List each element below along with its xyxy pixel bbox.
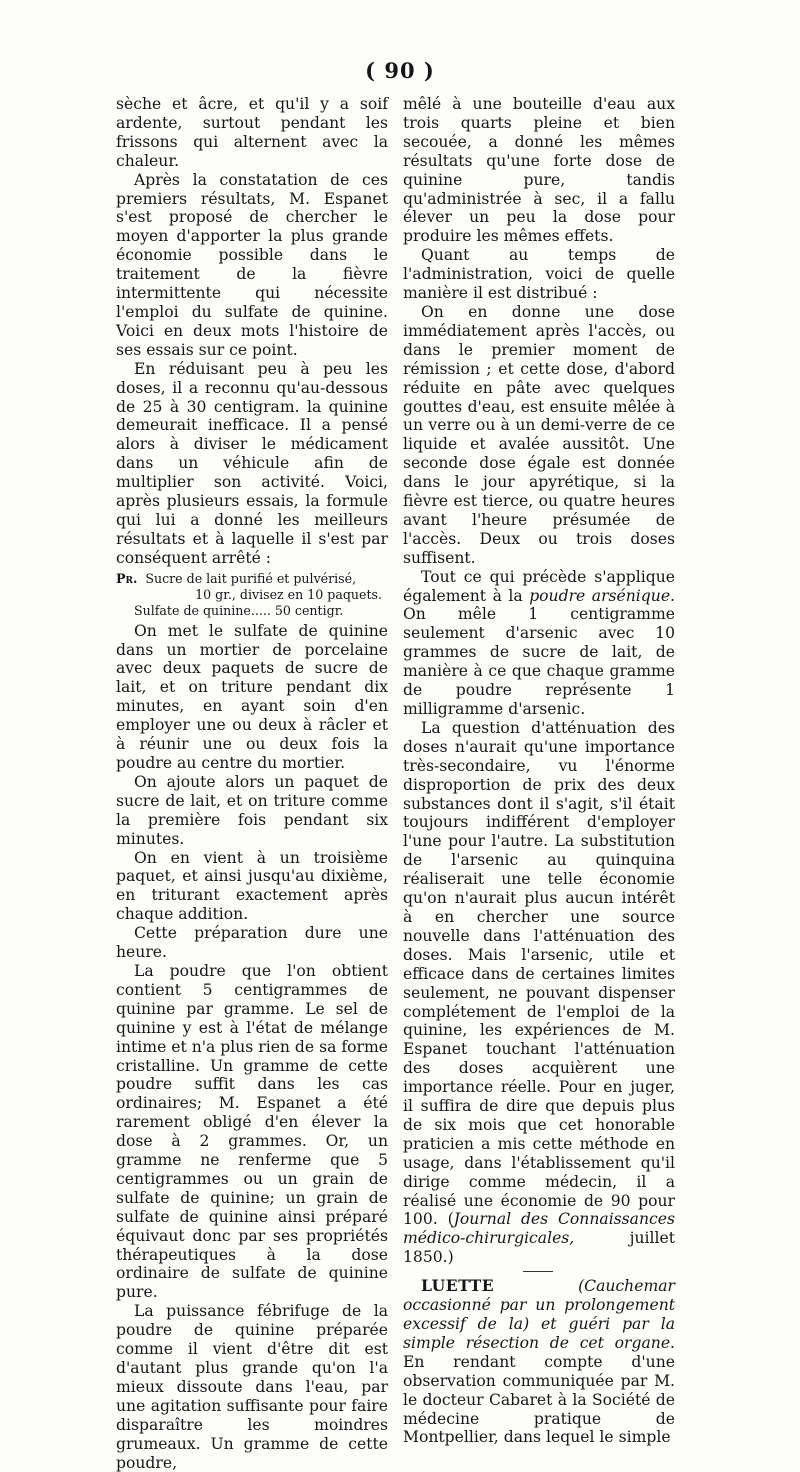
entry-headword: LUETTE <box>421 1276 495 1296</box>
text-run: La question d'atténuation des doses n'aurait qu'une importance très-secondaire, vu l'énorme disproportion de prix des deux substances dont il s'agit, s'il était toujours indifférent d'employer l'une pour l'autre. La substitution de l'arsenic au quinquina réaliserait une telle économie qu'on n'aurait plus aucun intérêt à en chercher une source nouvelle dans l'atténuation des doses. Mais l'arsenic, utile et efficace dans de certaines limites seulement, ne pouvant dispenser complétement de l'emploi de la quinine, les expériences de M. Espanet touchant l'atténuation des doses acquièrent une importance réelle. Pour en juger, il suffira de dire que depuis plus de six mois que cet honorable praticien a mis cette méthode en usage, dans l'établissement qu'il dirige comme médecin, il a réalisé une économie de 90 pour 100. <box>403 718 675 1229</box>
recipe-line <box>116 571 388 587</box>
citation-journal: Journal des Connaissances médico-chirurgicales, <box>403 1210 675 1248</box>
italic-term: poudre arsénique. <box>529 586 676 605</box>
right-column <box>403 95 675 1447</box>
paragraph <box>403 568 675 719</box>
recipe-label: Pr. <box>116 570 138 586</box>
paragraph <box>403 1277 675 1447</box>
paragraph: Quant au temps de l'administration, voici de quelle manière il est distribué : <box>403 246 675 303</box>
text-run: Tout ce qui précède s'applique également à la <box>403 567 675 605</box>
paragraph: La poudre que l'on obtient contient 5 centigrammes de quinine par gramme. Le sel de quinine y est à l'état de mélange intime et n'a plus rien de sa forme cristalline. Un gramme de cette poudre suffit dans les cas ordinaires; M. Espanet a été rarement obligé d'en élever la dose à 2 grammes. Or, un gramme ne renferme que 5 centigrammes ou un grain de sulfate de quinine; un grain de sulfate de quinine ainsi préparé équivaut donc par ses propriétés thérapeutiques à la dose ordinaire de sulfate de quinine pure. <box>116 961 388 1302</box>
citation-date: juillet 1850.) <box>403 1229 675 1267</box>
entry-subtitle: (Cauchemar occasionné par un prolongement excessif de la) et guéri par la simple résection de cet organe. <box>403 1277 675 1352</box>
recipe-line: Sulfate de quinine..... 50 centigr. <box>134 602 344 618</box>
paragraph: La puissance fébrifuge de la poudre de quinine préparée comme il vient d'être dit est d'autant plus grande qu'on l'a mieux dissoute dans l'eau, par une agitation suffisante pour faire disparaître les moindres grumeaux. Un gramme de cette poudre, <box>116 1302 388 1472</box>
paragraph: On en vient à un troisième paquet, et ainsi jusqu'au dixième, en triturant exactement après chaque addition. <box>116 848 388 924</box>
text-run: En rendant compte d'une observation communiquée par M. le docteur Cabaret à la Société de médecine pratique de Montpellier, dans lequel le simple <box>403 1352 675 1447</box>
left-column <box>116 95 388 1472</box>
paragraph: Après la constatation de ces premiers résultats, M. Espanet s'est proposé de chercher le moyen d'apporter la plus grande économie possible dans le traitement de la fièvre intermittente qui nécessite l'emploi du sulfate de quinine. Voici en deux mots l'histoire de ses essais sur ce point. <box>116 170 388 359</box>
recipe-text: Sucre de lait purifié et pulvérisé, <box>145 570 357 586</box>
paragraph: mêlé à une bouteille d'eau aux trois quarts pleine et bien secouée, a donné les mêmes résultats qu'une forte dose de quinine pure, tandis qu'administrée à sec, il a fallu élever un peu la dose pour produire les mêmes effets. <box>403 95 675 246</box>
paragraph: En réduisant peu à peu les doses, il a reconnu qu'au-dessous de 25 à 30 centigram. la quinine demeurait inefficace. Il a pensé alors à diviser le médicament dans un véhicule afin de multiplier son activité. Voici, après plusieurs essais, la formule qui lui a donné les meilleurs résultats et à laquelle il s'est par conséquent arrêté : <box>116 359 388 567</box>
citation-open: ( <box>447 1210 454 1229</box>
paragraph: On ajoute alors un paquet de sucre de lait, et on triture comme la première fois pendant six minutes. <box>116 772 388 848</box>
recipe-formula <box>116 571 388 619</box>
paragraph: Cette préparation dure une heure. <box>116 924 388 962</box>
paragraph: sèche et âcre, et qu'il y a soif ardente, surtout pendant les frissons qui alternent avec la chaleur. <box>116 95 388 170</box>
recipe-line: 10 gr., divisez en 10 paquets. <box>195 586 382 602</box>
paragraph <box>403 719 675 1267</box>
page-number: ( 90 ) <box>365 58 435 83</box>
citation <box>403 1210 675 1266</box>
paragraph: On met le sulfate de quinine dans un mortier de porcelaine avec deux paquets de sucre de lait, et on triture pendant dix minutes, en ayant soin d'en employer une ou deux à râcler et à réunir une ou deux fois la poudre au centre du mortier. <box>116 621 388 772</box>
section-divider <box>523 1271 553 1272</box>
paragraph: On en donne une dose immédiatement après l'accès, ou dans le premier moment de rémission ; et cette dose, d'abord réduite en pâte avec quelques gouttes d'eau, est ensuite mêlée à un verre ou à un demi-verre de ce liquide et avalée aussitôt. Une seconde dose égale est donnée dans le jour apyrétique, si la fièvre est tierce, ou quatre heures avant l'heure présumée de l'accès. Deux ou trois doses suffisent. <box>403 302 675 567</box>
text-run: On mêle 1 centigramme seulement d'arsenic avec 10 grammes de sucre de lait, de manière à ce que chaque gramme de poudre représente 1 milligramme d'arsenic. <box>403 605 675 718</box>
